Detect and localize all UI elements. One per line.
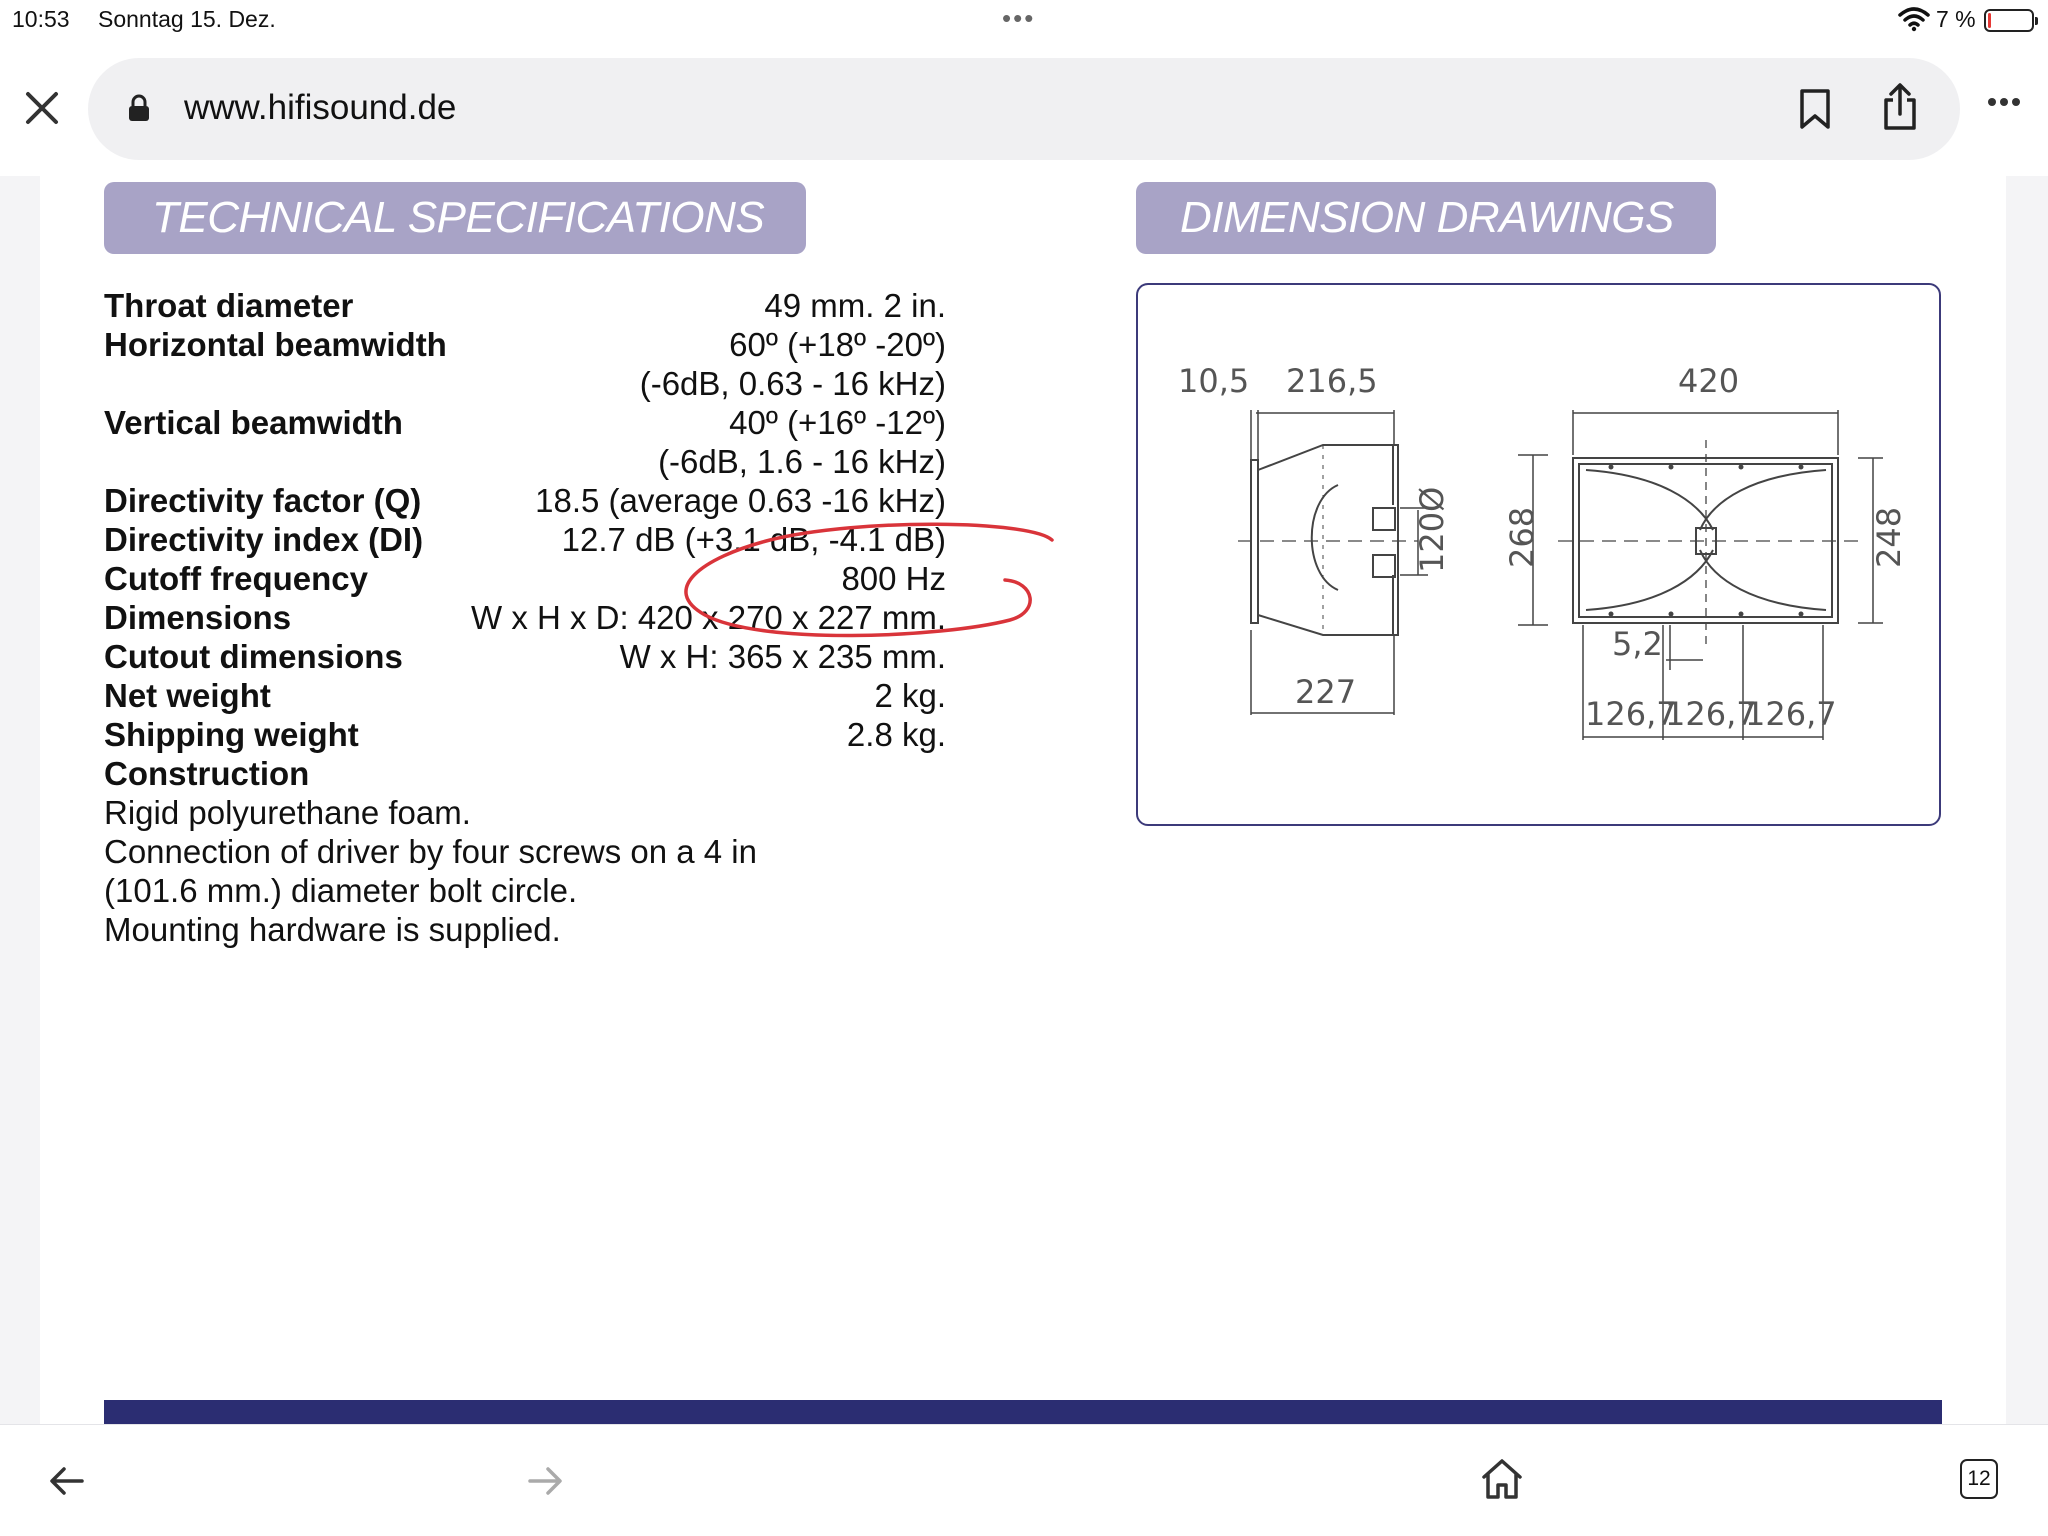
spec-label: Directivity factor (Q) <box>104 482 422 519</box>
spec-label: Horizontal beamwidth <box>104 326 447 363</box>
spec-row <box>104 559 946 598</box>
browser-toolbar <box>0 40 2048 176</box>
spec-label: Vertical beamwidth <box>104 404 403 441</box>
spec-row <box>104 325 946 364</box>
dimension-drawings-heading: DIMENSION DRAWINGS <box>1136 182 1716 254</box>
dimension-label: 248 <box>1870 506 1908 568</box>
spec-value: W x H: 365 x 235 mm. <box>619 638 946 675</box>
bottom-toolbar <box>0 1424 2048 1536</box>
spec-row <box>104 442 946 481</box>
spec-value: 12.7 dB (+3.1 dB, -4.1 dB) <box>561 521 946 558</box>
spec-value: (-6dB, 0.63 - 16 kHz) <box>639 365 946 402</box>
multitasking-dots-icon[interactable]: ••• <box>1002 3 1036 33</box>
status-date: Sonntag 15. Dez. <box>98 6 276 32</box>
spec-label: Throat diameter <box>104 287 354 324</box>
spec-label: Cutoff frequency <box>104 560 368 597</box>
battery-level <box>1988 13 1991 28</box>
address-bar[interactable] <box>88 58 1960 160</box>
dimension-label: 420 <box>1678 362 1740 400</box>
tabs-overview-button[interactable]: 12 <box>1960 1459 1998 1499</box>
spec-row <box>104 403 946 442</box>
spec-value: W x H x D: 420 x 270 x 227 mm. <box>471 599 946 636</box>
dimension-label: 10,5 <box>1178 362 1250 400</box>
spec-value: 800 Hz <box>841 560 946 597</box>
spec-row <box>104 754 946 793</box>
dimension-label: 126,7 <box>1665 695 1757 733</box>
spec-row <box>104 598 946 637</box>
spec-row <box>104 637 946 676</box>
url-text[interactable]: www.hifisound.de <box>184 88 457 127</box>
construction-line: Mounting hardware is supplied. <box>104 911 561 948</box>
dimension-label: 5,2 <box>1612 625 1663 663</box>
status-time: 10:53 <box>12 6 70 32</box>
construction-line: Connection of driver by four screws on a 4 in <box>104 833 757 870</box>
spec-value: 2 kg. <box>874 677 946 714</box>
dimension-label: 126,7 <box>1585 695 1677 733</box>
construction-line: Rigid polyurethane foam. <box>104 794 471 831</box>
construction-line: (101.6 mm.) diameter bolt circle. <box>104 872 578 909</box>
dimension-label: 216,5 <box>1286 362 1378 400</box>
dimension-drawing-panel <box>1136 283 1941 826</box>
spec-value: 49 mm. 2 in. <box>764 287 946 324</box>
spec-label: Directivity index (DI) <box>104 521 424 558</box>
spec-value: 18.5 (average 0.63 -16 kHz) <box>535 482 946 519</box>
spec-row <box>104 676 946 715</box>
spec-label: Net weight <box>104 677 271 714</box>
spec-row <box>104 481 946 520</box>
close-icon[interactable] <box>22 88 62 128</box>
dimension-label: 126,7 <box>1745 695 1837 733</box>
status-bar <box>0 0 2048 40</box>
battery-icon <box>1984 9 2034 32</box>
more-options-icon[interactable] <box>1986 96 2022 108</box>
horn-side-view <box>1251 460 1258 623</box>
spec-value: (-6dB, 1.6 - 16 kHz) <box>658 443 946 480</box>
spec-label: Construction <box>104 755 310 792</box>
lock-icon <box>128 94 150 122</box>
spec-row <box>104 520 946 559</box>
bookmark-icon[interactable] <box>1798 88 1832 130</box>
spec-value: 60º (+18º -20º) <box>729 326 946 363</box>
spec-label: Dimensions <box>104 599 292 636</box>
spec-label: Cutout dimensions <box>104 638 403 675</box>
dimension-label: 120Ø <box>1413 486 1451 573</box>
spec-row <box>104 364 946 403</box>
spec-row <box>104 715 946 754</box>
wifi-icon <box>1898 6 1930 32</box>
construction-description <box>104 793 757 949</box>
spec-row <box>104 286 946 325</box>
home-icon[interactable] <box>1480 1457 1524 1501</box>
spec-value: 40º (+16º -12º) <box>729 404 946 441</box>
dimension-label: 268 <box>1503 506 1541 568</box>
back-arrow-icon[interactable] <box>48 1465 86 1497</box>
dimension-drawing <box>1138 285 1943 828</box>
forward-arrow-icon[interactable] <box>526 1465 564 1497</box>
technical-specifications-heading: TECHNICAL SPECIFICATIONS <box>104 182 806 254</box>
share-icon[interactable] <box>1880 82 1920 132</box>
spec-label: Shipping weight <box>104 716 359 753</box>
battery-percent: 7 % <box>1936 6 1976 32</box>
dimension-label: 227 <box>1295 673 1357 711</box>
footer-band <box>104 1400 1942 1424</box>
spec-value: 2.8 kg. <box>846 716 946 753</box>
